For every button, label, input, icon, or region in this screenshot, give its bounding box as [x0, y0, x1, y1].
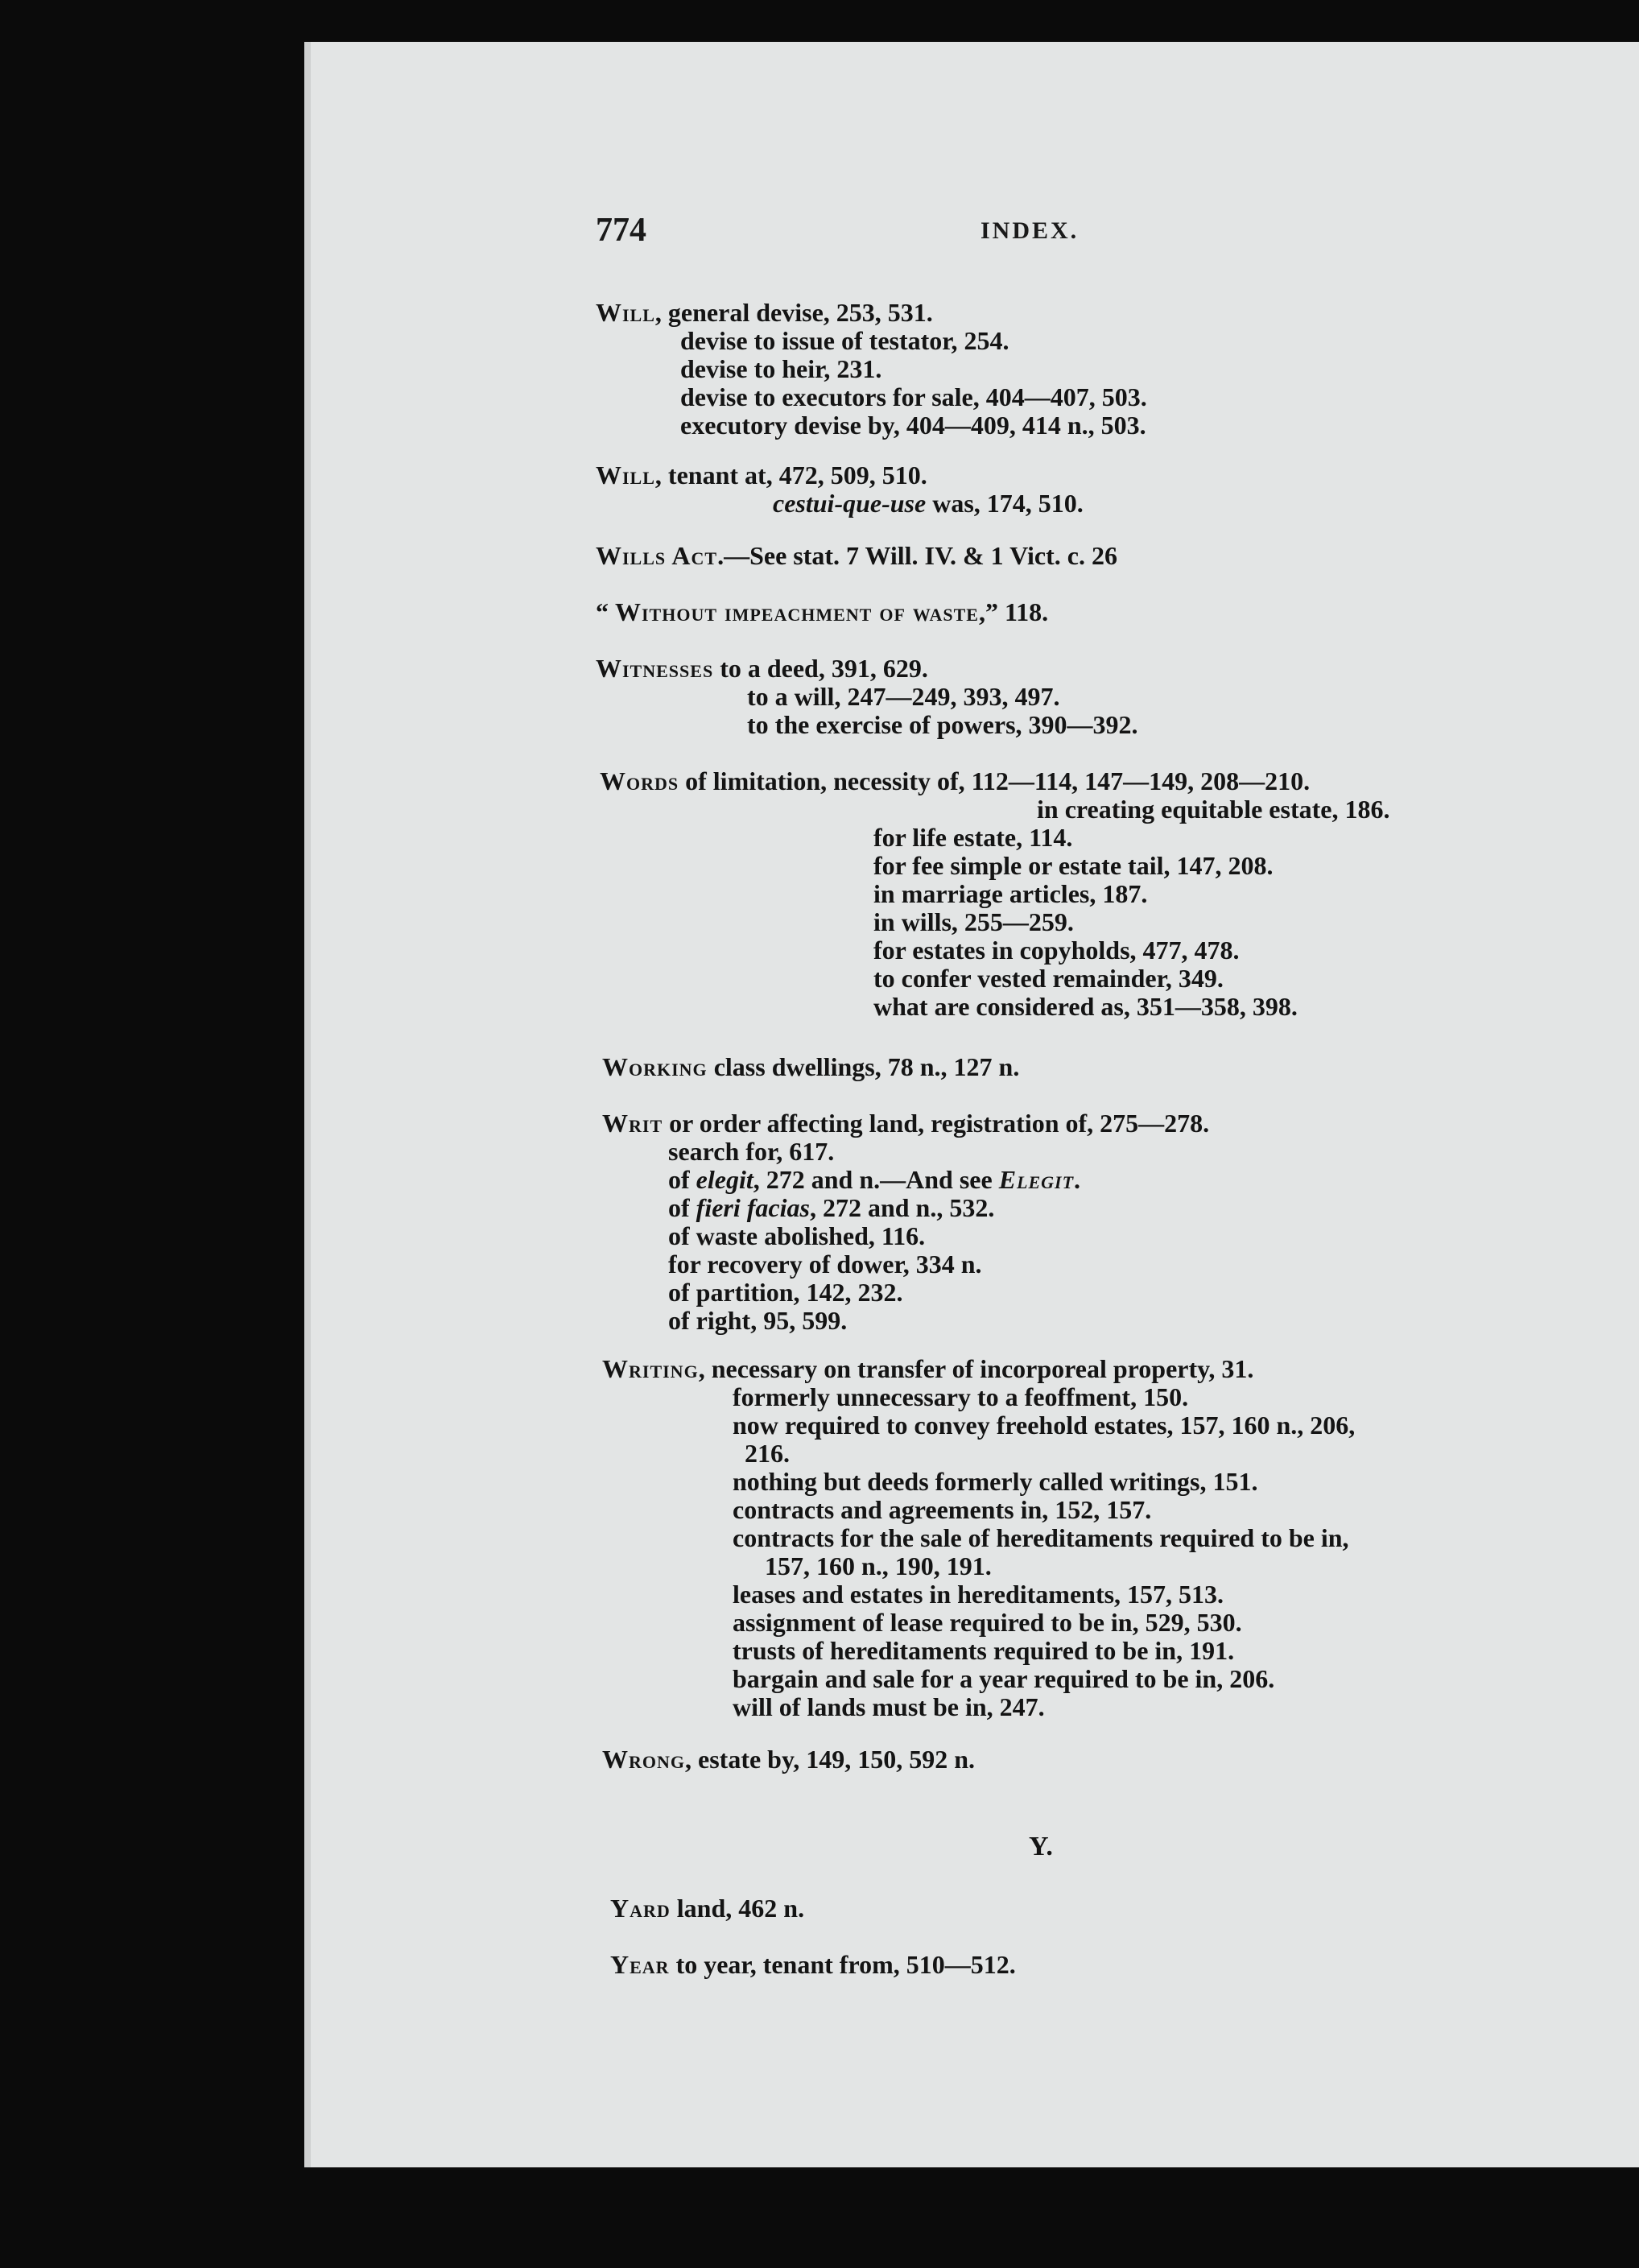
entry-text: , tenant at, 472, 509, 510.: [654, 461, 927, 490]
entry-text: ,” 118.: [978, 597, 1049, 626]
entry-text: .: [1074, 1165, 1081, 1194]
entry-text: for estates in copyholds, 477, 478.: [873, 936, 1240, 965]
entry-text: for recovery of dower, 334 n.: [668, 1250, 982, 1279]
entry-text: was, 174, 510.: [926, 489, 1084, 518]
index-line: [668, 1278, 903, 1307]
entry-text: of: [668, 1193, 696, 1222]
entry-text: cestui-que-use: [773, 489, 927, 518]
entry-text: of waste abolished, 116.: [668, 1221, 926, 1250]
entry-text: fieri facias: [696, 1193, 810, 1222]
index-line: [873, 964, 1224, 993]
index-line: [733, 1411, 1355, 1440]
index-line: [747, 710, 1138, 739]
entry-text: devise to executors for sale, 404—407, 503.: [680, 382, 1147, 411]
index-line: [610, 1950, 1016, 1979]
entry-text: nothing but deeds formerly called writings, 151.: [733, 1467, 1258, 1496]
entry-text: of: [668, 1165, 696, 1194]
index-line: [733, 1664, 1274, 1693]
index-line: [596, 541, 1117, 570]
entry-text: what are considered as, 351—358, 398.: [873, 992, 1298, 1021]
index-line: [668, 1221, 925, 1250]
index-line: [733, 1382, 1188, 1411]
running-title: INDEX.: [981, 217, 1080, 244]
page-edge: [304, 42, 311, 2167]
index-line: [596, 298, 933, 327]
index-line: [733, 1495, 1151, 1524]
entry-heading: Yard: [610, 1894, 671, 1923]
index-line: [873, 936, 1240, 965]
entry-text: now required to convey freehold estates, 157, 160 n., 206,: [733, 1411, 1356, 1440]
index-line: [773, 489, 1084, 518]
entry-text: in marriage articles, 187.: [873, 879, 1148, 908]
index-line: [680, 326, 1009, 355]
entry-text: for life estate, 114.: [873, 823, 1073, 852]
entry-text: executory devise by, 404—409, 414 n., 503.: [680, 411, 1146, 440]
index-line: [602, 1109, 1209, 1138]
index-line: [733, 1692, 1045, 1721]
entry-heading: Without impeachment of waste: [615, 597, 979, 626]
entry-heading: Wills Act: [596, 541, 718, 570]
entry-text: 216.: [745, 1439, 790, 1468]
index-line: [873, 879, 1147, 908]
entry-text: , 272 and n.—And see: [753, 1165, 999, 1194]
index-line: [668, 1137, 834, 1166]
entry-text: land, 462 n.: [670, 1894, 805, 1923]
index-line: [668, 1193, 994, 1222]
entry-text: will of lands must be in, 247.: [733, 1692, 1045, 1721]
entry-text: to a will, 247—249, 393, 497.: [747, 682, 1060, 711]
entry-heading: Writing: [602, 1354, 699, 1383]
index-line: [747, 682, 1059, 711]
entry-text: devise to heir, 231.: [680, 354, 882, 383]
index-line: [596, 597, 1048, 626]
index-line: [680, 354, 881, 383]
entry-text: of limitation, necessity of, 112—114, 147—149, 208—210.: [679, 766, 1311, 795]
index-line: [745, 1439, 790, 1468]
index-line: [1037, 795, 1389, 824]
entry-heading: Words: [600, 766, 679, 795]
index-line: [610, 1894, 804, 1923]
section-letter: Y.: [1029, 1832, 1053, 1861]
index-line: [765, 1551, 992, 1580]
index-line: [668, 1165, 1080, 1194]
entry-heading: Year: [610, 1950, 670, 1979]
index-line: [733, 1608, 1242, 1637]
entry-text: search for, 617.: [668, 1137, 835, 1166]
entry-text: to year, tenant from, 510—512.: [669, 1950, 1016, 1979]
entry-text: , 272 and n., 532.: [809, 1193, 995, 1222]
index-line: [602, 1745, 975, 1774]
index-line: [680, 382, 1147, 411]
entry-text: of right, 95, 599.: [668, 1306, 848, 1335]
index-line: [602, 1052, 1019, 1081]
entry-text: , estate by, 149, 150, 592 n.: [685, 1745, 975, 1774]
entry-heading: Wrong: [602, 1745, 685, 1774]
entry-text: , general devise, 253, 531.: [654, 298, 933, 327]
index-line: [602, 1354, 1253, 1383]
entry-text: assignment of lease required to be in, 529, 530.: [733, 1608, 1242, 1637]
index-line: [733, 1580, 1224, 1609]
entry-text: to confer vested remainder, 349.: [873, 964, 1224, 993]
index-line: [873, 851, 1273, 880]
page-sheet: [304, 42, 1639, 2167]
page-number: 774: [596, 212, 646, 249]
entry-text: of partition, 142, 232.: [668, 1278, 903, 1307]
entry-heading: Writ: [602, 1109, 663, 1138]
entry-heading: Witnesses: [596, 654, 714, 683]
entry-heading: Working: [602, 1052, 708, 1081]
entry-text: trusts of hereditaments required to be in, 191.: [733, 1636, 1235, 1665]
index-line: [873, 823, 1072, 852]
entry-text: for fee simple or estate tail, 147, 208.: [873, 851, 1274, 880]
page-header: [0, 211, 1639, 251]
entry-text: or order affecting land, registration of, 275—278.: [663, 1109, 1210, 1138]
index-line: [668, 1306, 847, 1335]
entry-text: leases and estates in hereditaments, 157, 513.: [733, 1580, 1224, 1609]
entry-text: elegit: [696, 1165, 753, 1194]
entry-heading: Elegit: [998, 1165, 1075, 1194]
entry-text: class dwellings, 78 n., 127 n.: [707, 1052, 1020, 1081]
entry-text: to a deed, 391, 629.: [713, 654, 928, 683]
index-line: [600, 766, 1310, 795]
entry-text: bargain and sale for a year required to be in, 206.: [733, 1664, 1275, 1693]
entry-text: formerly unnecessary to a feoffment, 150.: [733, 1382, 1189, 1411]
index-line: [873, 907, 1074, 936]
entry-text: in wills, 255—259.: [873, 907, 1074, 936]
index-line: [596, 461, 927, 490]
entry-text: devise to issue of testator, 254.: [680, 326, 1009, 355]
entry-text: contracts and agreements in, 152, 157.: [733, 1495, 1152, 1524]
index-line: [668, 1250, 982, 1279]
index-line: [733, 1523, 1349, 1552]
entry-text: in creating equitable estate, 186.: [1037, 795, 1390, 824]
entry-text: to the exercise of powers, 390—392.: [747, 710, 1138, 739]
entry-text: , necessary on transfer of incorporeal property, 31.: [698, 1354, 1254, 1383]
index-line: [680, 411, 1146, 440]
index-line: [733, 1636, 1234, 1665]
entry-text: .—See stat. 7 Will. IV. & 1 Vict. c. 26: [717, 541, 1117, 570]
index-line: [733, 1467, 1257, 1496]
index-line: [596, 654, 928, 683]
index-line: [873, 992, 1298, 1021]
entry-heading: Will: [596, 298, 655, 327]
entry-text: “: [596, 597, 615, 626]
entry-text: 157, 160 n., 190, 191.: [765, 1551, 992, 1580]
entry-heading: Will: [596, 461, 655, 490]
entry-text: contracts for the sale of hereditaments required to be in,: [733, 1523, 1349, 1552]
